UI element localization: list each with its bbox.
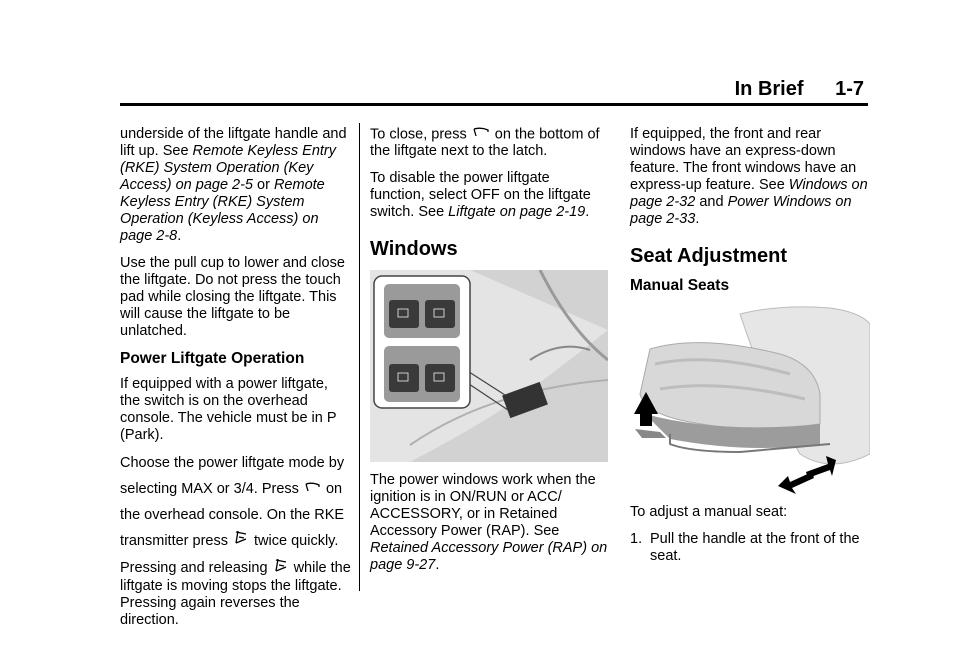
text: or [253,177,274,193]
list-text: Pull the handle at the front of the seat. [650,531,860,564]
column-2 [370,126,608,584]
column-1 [120,126,352,639]
text: To disable the power liftgate function, select OFF on the liftgate switch. See [370,170,591,221]
text: . [585,204,590,221]
header-page-number: 1-7 [835,78,864,100]
cross-reference: Remote Keyless Entry (RKE) System Operation (Key Access) on page 2-5 [120,143,336,193]
page-header [735,78,864,101]
paragraph [370,170,608,221]
paragraph [370,126,608,160]
text: underside of the liftgate handle and lift up. See [120,126,347,159]
section-heading: Power Liftgate Operation [120,350,305,367]
paragraph [370,472,608,574]
header-title: In Brief [734,78,804,100]
text: . [177,228,182,244]
text: twice quickly. [250,533,339,550]
cross-reference: Retained Accessory Power (RAP) on page 9-27 [370,540,608,574]
text: Pressing and releasing [120,560,272,577]
text: on the overhead console. On the RKE transmitter press [120,481,345,550]
header-rule [120,103,868,106]
text: . [695,211,700,227]
cross-reference: Remote Keyless Entry (RKE) System Operation (Keyless Access) on page 2-8 [120,177,325,244]
text: on the bottom of the liftgate next to the latch. [370,126,600,160]
paragraph [120,450,352,554]
rke-liftgate-icon [234,528,248,554]
manual-seat-illustration [630,304,870,494]
text: To close, press [370,126,471,143]
list-item [630,531,870,565]
column-3 [630,126,870,565]
subsection-heading: Manual Seats [630,277,730,294]
section-heading: Windows [370,238,458,261]
text: while the liftgate is moving stops the liftgate. Pressing again reverses the direction. [120,560,351,629]
rke-liftgate-icon [274,558,288,578]
cross-reference: Power Windows on page 2-33 [630,194,852,227]
cross-reference: Windows on page 2-32 [630,177,868,210]
paragraph: Use the pull cup to lower and close the liftgate. Do not press the touch pad while closing the liftgate. This will cause the liftgate to be unlatched. [120,255,345,339]
column-divider [359,123,360,591]
liftgate-icon [305,476,320,502]
paragraph [630,126,870,228]
text: The power windows work when the ignition is in ON/RUN or ACC/ ACCESSORY, or in Retained Accessory Power (RAP). See [370,472,596,540]
liftgate-icon [473,126,489,143]
text: . [435,557,440,574]
list-number: 1. [630,531,643,547]
paragraph: If equipped with a power liftgate, the switch is on the overhead console. The vehicle must be in P (Park). [120,376,337,443]
power-window-switch-illustration [370,270,608,462]
section-heading: Seat Adjustment [630,245,788,267]
paragraph [120,126,352,245]
text: and [695,194,728,210]
paragraph [120,558,352,629]
text: Choose the power liftgate mode by selecting MAX or 3/4. Press [120,455,345,497]
cross-reference: Liftgate on page 2-19 [448,204,586,221]
text: If equipped, the front and rear windows have an express-down feature. The front windows have an express-up feature. See [630,126,857,193]
paragraph: To adjust a manual seat: [630,504,788,520]
